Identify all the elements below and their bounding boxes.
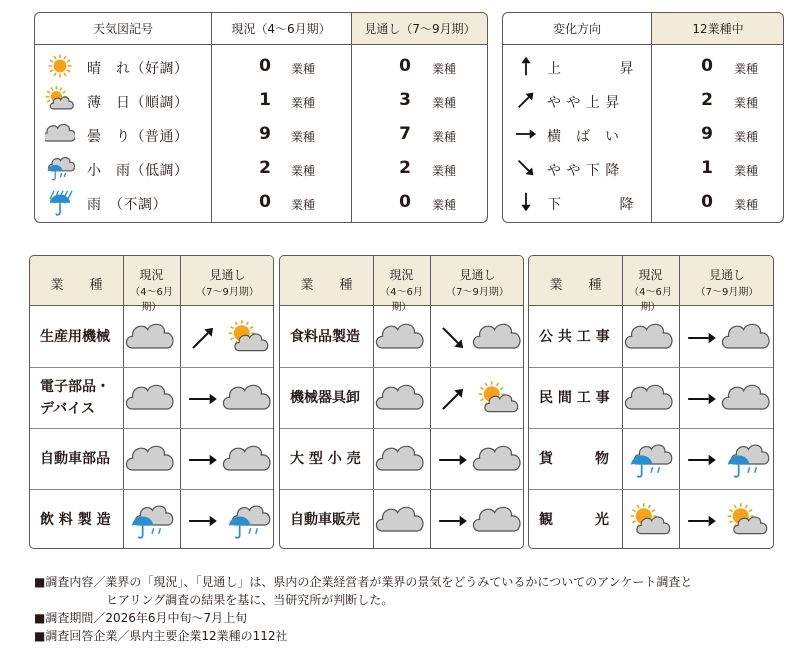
legend-outlook-count: 0 <box>399 192 411 212</box>
legend-row <box>35 152 487 185</box>
arrow-down-right-icon <box>515 156 537 184</box>
sun-cloud-icon <box>45 86 75 118</box>
legend-label: 晴 れ（好調） <box>87 61 189 77</box>
legend-header-current <box>211 13 351 45</box>
industry-table-header <box>280 256 523 313</box>
legend-current-count: 1 <box>259 90 271 110</box>
sun-cloud-icon <box>721 501 773 545</box>
legend-label: 薄 日（順調） <box>87 95 189 111</box>
legend-row <box>35 118 487 151</box>
industry-name: 食料品製造 <box>290 329 360 345</box>
industry-row <box>529 429 773 490</box>
light-rain-icon <box>721 440 773 484</box>
legend-header-outlook <box>351 13 488 45</box>
cloudy-icon <box>222 379 274 423</box>
industry-table <box>528 255 774 549</box>
trend-row <box>503 118 783 151</box>
arrow-up-right-icon <box>438 384 468 418</box>
legend-outlook-unit: 業種 <box>432 96 457 110</box>
note-line: ヒアリング調査の結果を基に、当研究所が判断した。 <box>34 593 394 607</box>
trend-label: 下 降 <box>547 197 634 213</box>
industry-name: 飲 料 製 造 <box>40 512 111 528</box>
header-industry: 業 種 <box>50 278 103 293</box>
header-industry: 業 種 <box>549 278 602 293</box>
header-outlook: 見通し <box>209 268 246 282</box>
arrow-right-icon <box>687 506 717 540</box>
cloudy-icon <box>624 318 676 362</box>
industry-row <box>30 307 273 368</box>
sunny-icon <box>45 52 75 84</box>
trend-label: や や 上 昇 <box>547 95 620 111</box>
arrow-right-icon <box>438 445 468 479</box>
light-rain-icon <box>624 440 676 484</box>
sun-cloud-icon <box>624 501 676 545</box>
legend-outlook-unit: 業種 <box>432 62 457 76</box>
trend-unit: 業種 <box>734 96 759 110</box>
cloudy-icon <box>125 318 177 362</box>
cloudy-icon <box>721 318 773 362</box>
cloudy-icon <box>472 501 524 545</box>
light-rain-icon <box>222 501 274 545</box>
trend-unit: 業種 <box>734 62 759 76</box>
trend-header-direction-text: 変化方向 <box>552 22 601 36</box>
trend-unit: 業種 <box>734 130 759 144</box>
trend-header-count <box>651 13 784 45</box>
legend-header-current-text: 現況（4～6月期） <box>231 22 331 36</box>
trend-label: や や 下 降 <box>547 163 620 179</box>
legend-current-unit: 業種 <box>291 198 316 212</box>
trend-header-direction <box>503 13 651 45</box>
header-outlook: 見通し <box>459 268 496 282</box>
legend-outlook-count: 2 <box>399 158 411 178</box>
legend-current-count: 0 <box>259 56 271 76</box>
industry-name: 観 光 <box>539 512 609 528</box>
light-rain-icon <box>125 501 177 545</box>
industry-row <box>280 368 523 429</box>
arrow-down-right-icon <box>438 323 468 357</box>
cloudy-icon <box>472 318 524 362</box>
trend-row <box>503 50 783 83</box>
industry-row <box>30 368 273 429</box>
cloudy-icon <box>624 379 676 423</box>
legend-current-count: 2 <box>259 158 271 178</box>
cloudy-icon <box>375 440 427 484</box>
note-line: ■調査期間／2026年6月中旬～7月上旬 <box>34 611 248 625</box>
trend-row <box>503 152 783 185</box>
legend-current-unit: 業種 <box>291 130 316 144</box>
legend-label: 小 雨（低調） <box>87 163 189 179</box>
arrow-right-icon <box>188 384 218 418</box>
trend-count: 0 <box>701 192 713 212</box>
industry-row <box>280 490 523 549</box>
cloudy-icon <box>125 379 177 423</box>
industry-name: 貨 物 <box>539 451 609 467</box>
cloudy-icon <box>45 120 75 152</box>
arrow-right-icon <box>687 445 717 479</box>
note-line: ■調査回答企業／県内主要企業12業種の112社 <box>34 629 288 643</box>
survey-notes <box>34 573 692 645</box>
sun-cloud-icon <box>472 379 524 423</box>
trend-unit: 業種 <box>734 164 759 178</box>
header-current-period: （4～6月期） <box>380 287 423 313</box>
legend-current-unit: 業種 <box>291 62 316 76</box>
legend-current-unit: 業種 <box>291 96 316 110</box>
arrow-right-icon <box>188 506 218 540</box>
industry-name: 機械器具卸 <box>290 390 360 406</box>
legend-outlook-unit: 業種 <box>432 130 457 144</box>
header-current-period: （4～6月期） <box>629 287 672 313</box>
industry-name: 生産用機械 <box>40 329 110 345</box>
industry-name: 電子部品・ デバイス <box>40 379 110 417</box>
legend-current-count: 9 <box>259 124 271 144</box>
arrow-right-icon <box>515 122 537 150</box>
legend-current-unit: 業種 <box>291 164 316 178</box>
header-industry: 業 種 <box>300 278 353 293</box>
header-current: 現況 <box>389 268 414 282</box>
trend-label: 横 ば い <box>547 129 620 145</box>
trend-unit: 業種 <box>734 198 759 212</box>
trend-header-count-text: 12業種中 <box>692 22 744 36</box>
weather-legend-table <box>34 12 488 223</box>
legend-row <box>35 84 487 117</box>
industry-name: 自動車販売 <box>290 512 360 528</box>
trend-legend-table <box>502 12 784 223</box>
sun-cloud-icon <box>222 318 274 362</box>
arrow-right-icon <box>188 445 218 479</box>
cloudy-icon <box>375 318 427 362</box>
industry-table-header <box>529 256 773 313</box>
cloudy-icon <box>721 379 773 423</box>
header-outlook-period: （7～9月期） <box>196 287 259 298</box>
trend-count: 0 <box>701 56 713 76</box>
legend-outlook-count: 3 <box>399 90 411 110</box>
industry-row <box>529 307 773 368</box>
industry-name: 民 間 工 事 <box>539 390 610 406</box>
light-rain-icon <box>45 154 75 186</box>
cloudy-icon <box>472 440 524 484</box>
header-outlook-period: （7～9月期） <box>446 287 509 298</box>
industry-row <box>529 490 773 549</box>
header-current-period: （4～6月期） <box>130 287 173 313</box>
header-current: 現況 <box>638 268 663 282</box>
industry-table-header <box>30 256 273 313</box>
trend-count: 1 <box>701 158 713 178</box>
legend-header-outlook-text: 見通し（7～9月期） <box>364 22 476 36</box>
cloudy-icon <box>375 379 427 423</box>
rain-icon <box>45 188 75 220</box>
trend-label: 上 昇 <box>547 61 634 77</box>
legend-label: 曇 り（普通） <box>87 129 189 145</box>
header-current: 現況 <box>139 268 164 282</box>
arrow-right-icon <box>687 384 717 418</box>
legend-outlook-count: 0 <box>399 56 411 76</box>
legend-outlook-unit: 業種 <box>432 164 457 178</box>
note-line: ■調査内容／業界の「現況」、「見通し」は、県内の企業経営者が業界の景気をどうみているかについてのアンケート調査と <box>34 575 693 589</box>
industry-table <box>279 255 524 549</box>
header-outlook: 見通し <box>708 268 745 282</box>
cloudy-icon <box>125 440 177 484</box>
legend-label: 雨 （不調） <box>87 197 167 213</box>
trend-row <box>503 84 783 117</box>
legend-outlook-count: 7 <box>399 124 411 144</box>
trend-count: 2 <box>701 90 713 110</box>
industry-row <box>529 368 773 429</box>
arrow-up-icon <box>515 54 537 82</box>
industry-row <box>30 429 273 490</box>
trend-count: 9 <box>701 124 713 144</box>
industry-name: 公 共 工 事 <box>539 329 610 345</box>
header-outlook-period: （7～9月期） <box>695 287 759 298</box>
industry-table <box>29 255 274 549</box>
industry-name: 大 型 小 売 <box>290 451 361 467</box>
legend-row <box>35 186 487 219</box>
legend-row <box>35 50 487 83</box>
arrow-right-icon <box>687 323 717 357</box>
legend-header-symbol-text: 天気図記号 <box>92 22 153 36</box>
cloudy-icon <box>375 501 427 545</box>
arrow-up-right-icon <box>515 88 537 116</box>
industry-row <box>280 307 523 368</box>
legend-current-count: 0 <box>259 192 271 212</box>
cloudy-icon <box>222 440 274 484</box>
legend-header-symbol <box>35 13 211 45</box>
industry-row <box>280 429 523 490</box>
arrow-down-icon <box>515 190 537 218</box>
arrow-up-right-icon <box>188 323 218 357</box>
trend-row <box>503 186 783 219</box>
industry-name: 自動車部品 <box>40 451 110 467</box>
legend-outlook-unit: 業種 <box>432 198 457 212</box>
industry-row <box>30 490 273 549</box>
arrow-right-icon <box>438 506 468 540</box>
